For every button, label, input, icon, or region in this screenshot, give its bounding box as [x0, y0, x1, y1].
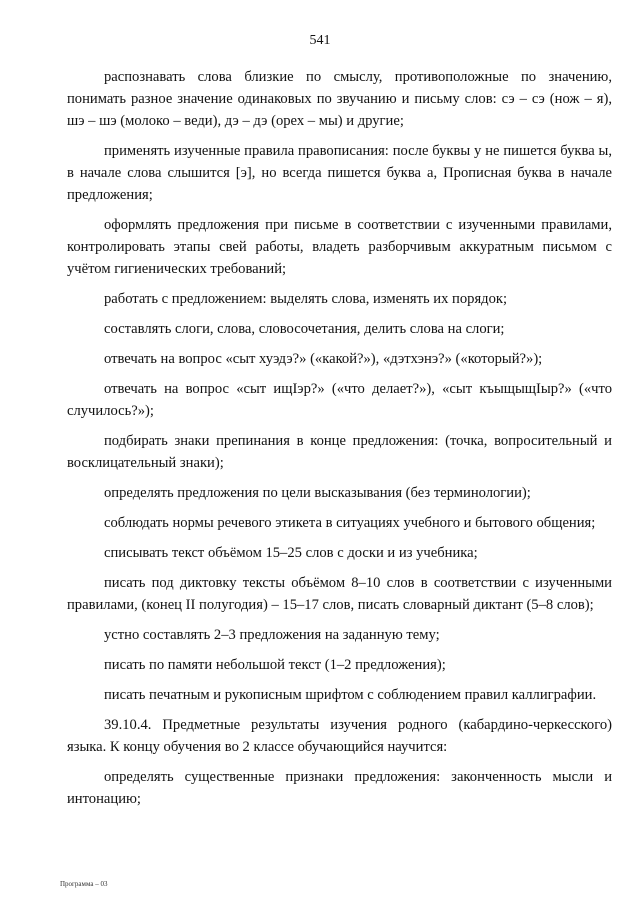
paragraph: писать под диктовку тексты объёмом 8–10 слов в соответствии с изученными правилами, (конец II полугодия) – 15–17 слов, писать словарный диктант (5–8 слов);: [67, 575, 612, 613]
paragraph: соблюдать нормы речевого этикета в ситуациях учебного и бытового общения;: [104, 515, 596, 531]
paragraph: оформлять предложения при письме в соответствии с изученными правилами, контролировать этапы свей работы, владеть разборчивым аккуратным письмом с учётом гигиенических требований;: [67, 217, 612, 277]
page-number: 541: [309, 33, 331, 48]
paragraph: писать печатным и рукописным шрифтом с соблюдением правил каллиграфии.: [104, 687, 597, 703]
paragraph: отвечать на вопрос «сыт ищIэр?» («что делает?»), «сыт къыщыщIыр?» («что случилось?»);: [67, 381, 612, 419]
footer-program-label: Программа – 03: [60, 880, 108, 888]
paragraph: списывать текст объёмом 15–25 слов с доски и из учебника;: [104, 545, 478, 561]
paragraph: распознавать слова близкие по смыслу, противоположные по значению, понимать разное значение одинаковых по звучанию и письму слов: сэ – сэ (нож – я), шэ – шэ (молоко – веди), дэ – дэ (орех – мы) и другие;: [67, 69, 612, 129]
paragraph: писать по памяти небольшой текст (1–2 предложения);: [104, 657, 446, 673]
paragraph: составлять слоги, слова, словосочетания, делить слова на слоги;: [104, 321, 505, 337]
paragraph: определять предложения по цели высказывания (без терминологии);: [104, 485, 531, 501]
paragraph: подбирать знаки препинания в конце предложения: (точка, вопросительный и восклицательный знаки);: [67, 433, 612, 471]
paragraph: отвечать на вопрос «сыт хуэдэ?» («какой?»), «дэтхэнэ?» («который?»);: [104, 351, 543, 367]
paragraph: работать с предложением: выделять слова, изменять их порядок;: [104, 291, 508, 307]
document-body: [67, 66, 612, 818]
paragraph: устно составлять 2–3 предложения на заданную тему;: [104, 627, 440, 643]
section-heading-paragraph: 39.10.4. Предметные результаты изучения родного (кабардино-черкесского) языка. К концу обучения во 2 классе обучающийся научится:: [67, 717, 612, 755]
paragraph: определять существенные признаки предложения: законченность мысли и интонацию;: [67, 769, 612, 807]
paragraph: применять изученные правила правописания: после буквы у не пишется буква ы, в начале слова слышится [э], но всегда пишется буква а, Прописная буква в начале предложения;: [67, 143, 612, 203]
